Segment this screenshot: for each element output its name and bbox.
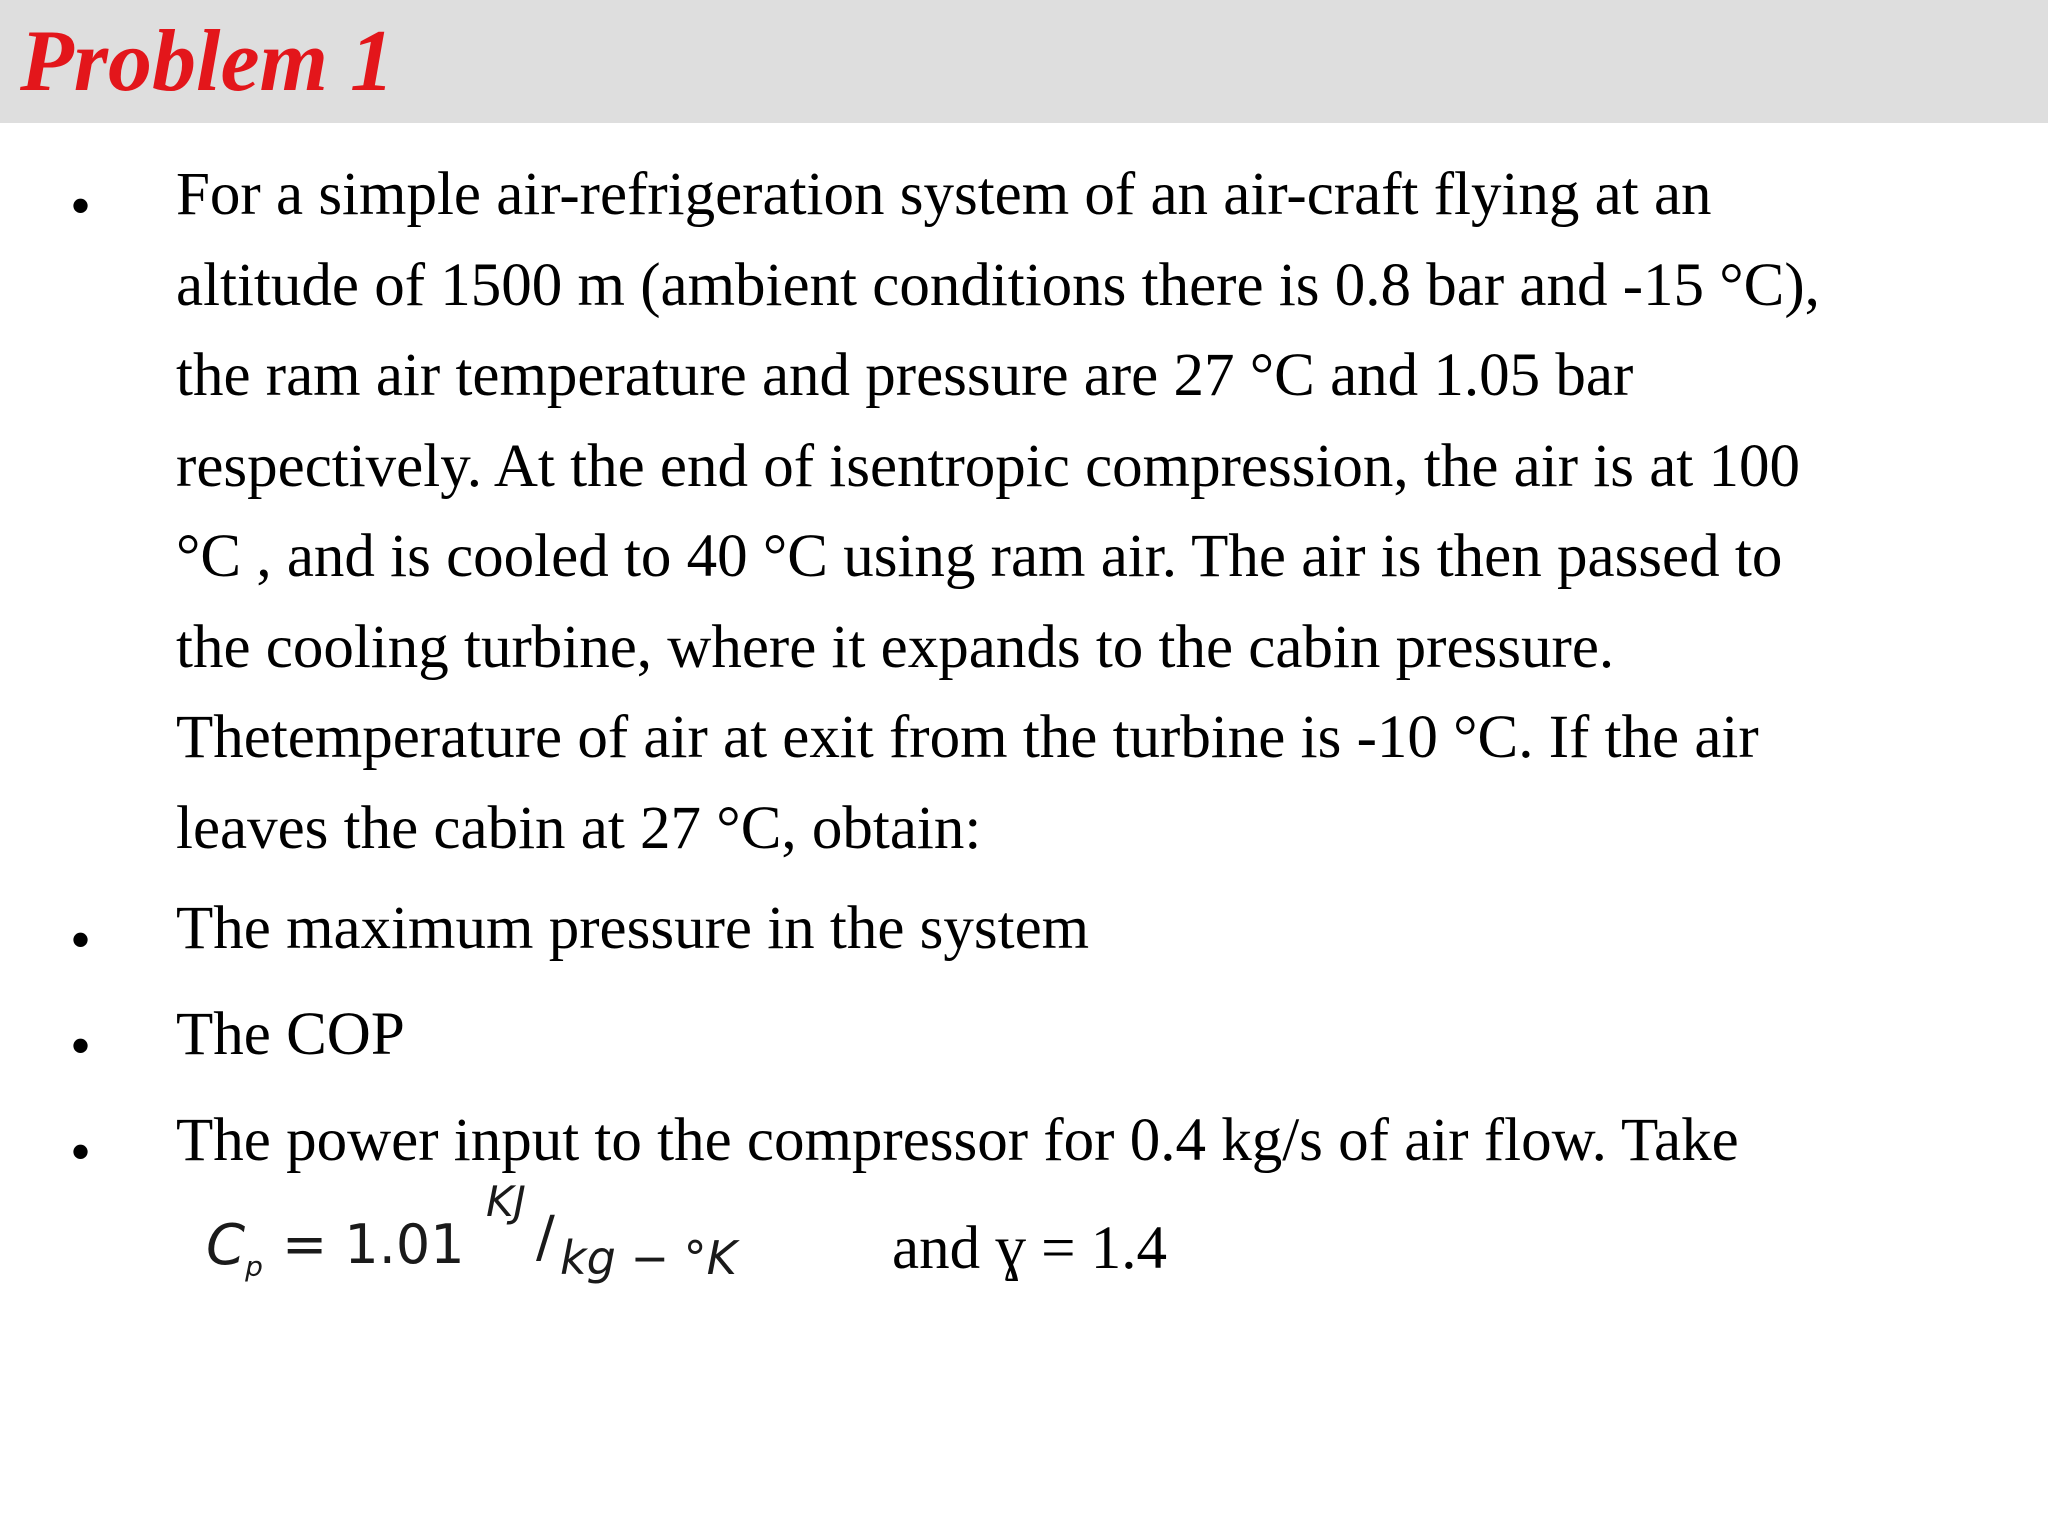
slide-title: Problem 1 bbox=[20, 13, 394, 110]
power-input-line: The power input to the compressor for 0.4 kg/s of air flow. Take bbox=[176, 1107, 1739, 1174]
bullet-icon: • bbox=[70, 1119, 92, 1185]
statement-line-2: altitude of 1500 m (ambient conditions there is 0.8 bar and -15 °C), bbox=[176, 251, 1820, 319]
cp-symbol bbox=[206, 1213, 263, 1283]
unit-numerator: KJ bbox=[486, 1177, 526, 1226]
max-pressure-text bbox=[176, 884, 1089, 975]
statement-line-3: the ram air temperature and pressure are 27 °C and 1.05 bar bbox=[176, 342, 1634, 409]
unit-slash: / bbox=[536, 1205, 555, 1270]
cp-subscript: p bbox=[245, 1250, 263, 1284]
bullet-icon: • bbox=[70, 907, 92, 973]
cp-value: = 1.01 bbox=[282, 1213, 465, 1276]
max-pressure-line: The maximum pressure in the system bbox=[176, 895, 1090, 962]
statement-line-7: Thetemperature of air at exit from the turbine is -10 °C. If the air bbox=[176, 704, 1759, 771]
power-input-text bbox=[176, 1096, 1739, 1187]
bullet-icon: • bbox=[70, 173, 92, 239]
statement-line-6: the cooling turbine, where it expands to the cabin pressure. bbox=[176, 613, 1615, 681]
problem-statement bbox=[176, 150, 1820, 874]
cop-line: The COP bbox=[176, 1001, 405, 1068]
formula-row bbox=[0, 1177, 2048, 1305]
statement-line-5: °C , and is cooled to 40 °C using ram air. The air is then passed to bbox=[176, 523, 1783, 590]
gamma-value: and ɣ = 1.4 bbox=[892, 1215, 1167, 1282]
unit-denominator: kg − °K bbox=[560, 1231, 737, 1285]
statement-line-8: leaves the cabin at 27 °C, obtain: bbox=[176, 794, 982, 862]
cp-letter: C bbox=[206, 1213, 246, 1278]
bullet-icon: • bbox=[70, 1013, 92, 1079]
statement-line-1: For a simple air-refrigeration system of an air-craft flying at an bbox=[176, 161, 1712, 228]
cp-formula bbox=[206, 1177, 806, 1305]
statement-line-4: respectively. At the end of isentropic compression, the air is at 100 bbox=[176, 432, 1800, 500]
cop-text bbox=[176, 990, 405, 1081]
